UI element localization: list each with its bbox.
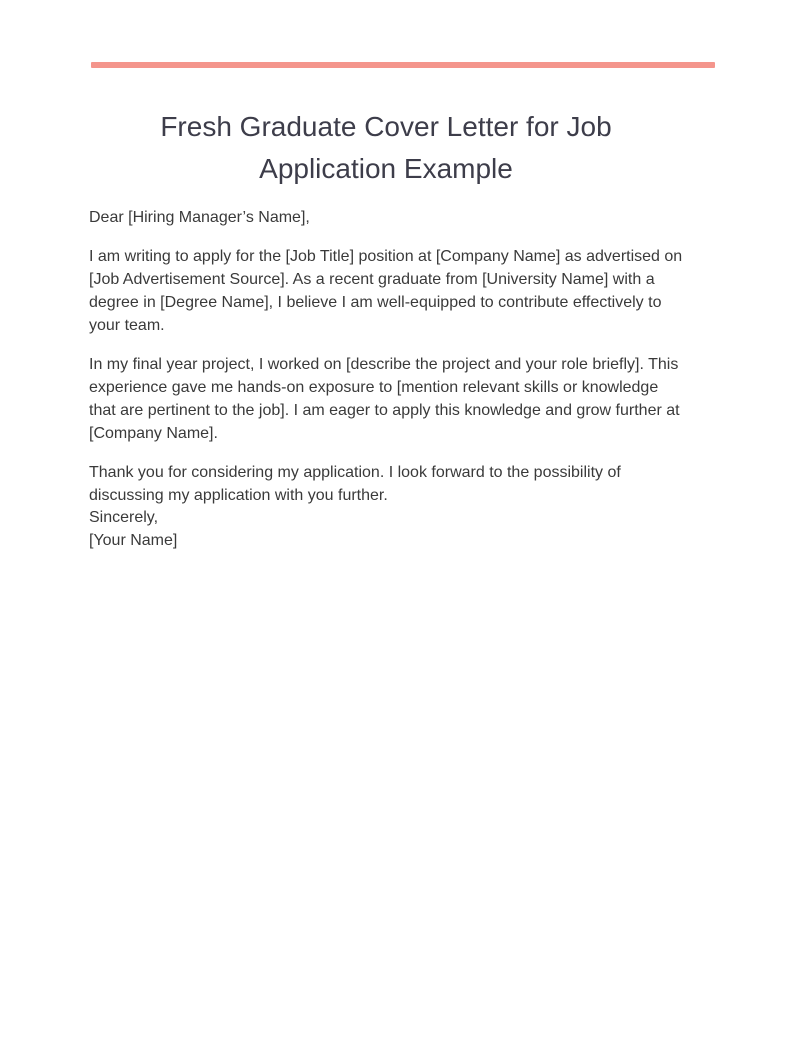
top-accent-rule (91, 62, 715, 68)
paragraph-project: In my final year project, I worked on [describe the project and your role briefly]. This experience gave me hands-on exposure to [mention relevant skills or knowledge that are pertinent to the job]. I am eager to apply this knowledge and grow further at [Company Name]. (89, 356, 680, 442)
signature: [Your Name] (89, 532, 178, 549)
salutation: Dear [Hiring Manager’s Name], (89, 209, 310, 226)
letter-body (89, 206, 689, 552)
paragraph-intro: I am writing to apply for the [Job Title] position at [Company Name] as advertised on [Job Advertisement Source]. As a recent graduate from [University Name] with a degree in [Degree Name], I believe I am well-equipped to contribute effectively to your team. (89, 248, 683, 334)
document-title: Fresh Graduate Cover Letter for Job Application Example (160, 111, 612, 184)
closing: Sincerely, (89, 509, 159, 526)
signoff (89, 506, 689, 552)
paragraph-thanks: Thank you for considering my application. I look forward to the possibility of discussing my application with you further. (89, 464, 621, 504)
